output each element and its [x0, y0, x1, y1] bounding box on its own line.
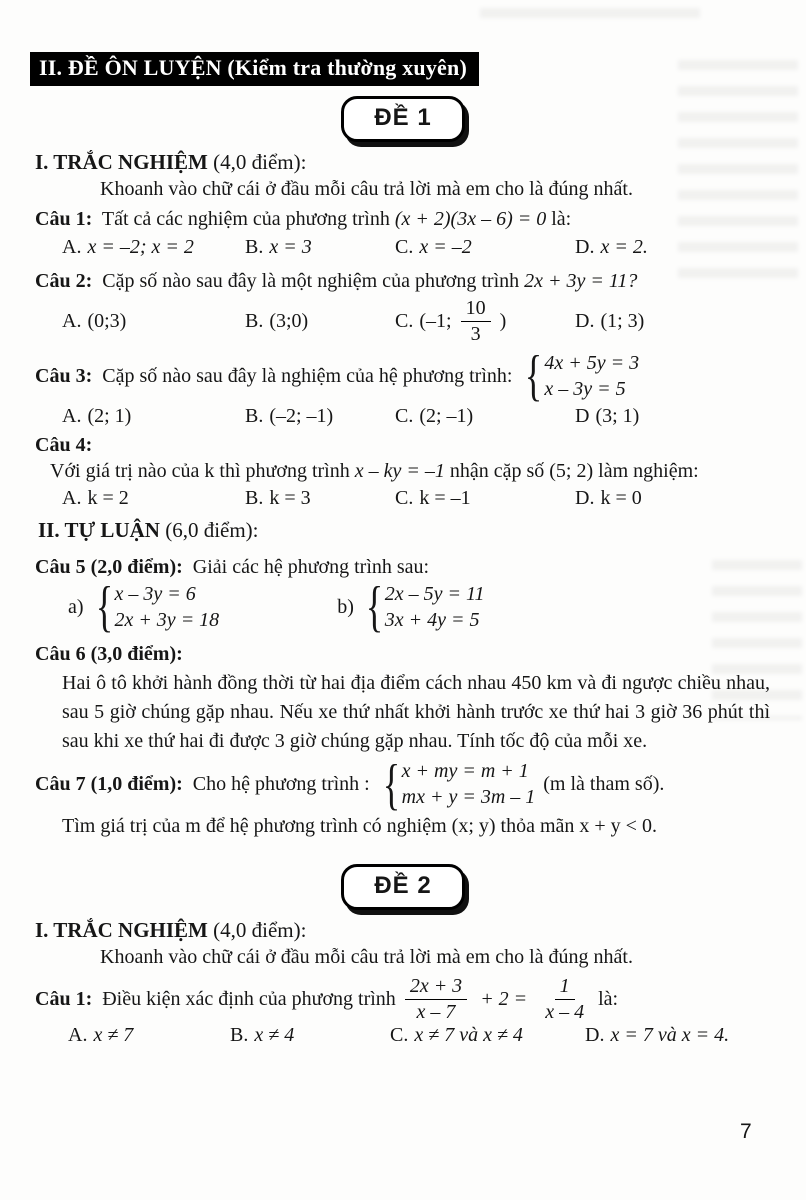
option-b [245, 405, 395, 428]
brace-icon: { [525, 345, 543, 407]
question-label: Câu 1: [35, 988, 93, 1011]
section-trac-nghiem-de2 [35, 918, 806, 943]
question-text: Cặp số nào sau đây là nghiệm của hệ phương trình: [102, 364, 513, 387]
fraction-2 [540, 975, 589, 1024]
equation-system [378, 753, 536, 816]
section-points: (4,0 điểm): [213, 918, 307, 943]
system-line-2: 2x + 3y = 18 [114, 609, 220, 632]
question-6-label: Câu 6 (3,0 điểm): [35, 642, 183, 665]
system-line-2: x – 3y = 5 [544, 377, 626, 400]
system-line-1: 2x – 5y = 11 [384, 583, 485, 606]
system-a [68, 576, 220, 639]
part-label: b) [337, 596, 354, 619]
question-text: Cặp số nào sau đây là một nghiệm của phương trình [102, 270, 520, 292]
brace-icon: { [95, 576, 113, 639]
option-a [62, 236, 245, 259]
option-d [575, 405, 806, 428]
q2-options-row [62, 293, 806, 349]
exam-badge-de1: ĐỀ 1 [341, 96, 464, 142]
option-value: x = 2. [600, 236, 648, 258]
option-letter: C. [390, 1024, 409, 1047]
question-6-text: Hai ô tô khởi hành đồng thời từ hai địa điểm cách nhau 450 km và đi ngược chiều nhau, sau 5 giờ chúng gặp nhau. Nếu xe thứ nhất khởi hành trước xe thứ hai 3 giờ 36 phút thì sau khi xe thứ hai đi được 3 giờ chúng gặp nhau. Tính tốc độ của mỗi xe. [62, 671, 770, 752]
part-label: a) [68, 596, 84, 619]
option-value: x ≠ 4 [254, 1024, 295, 1047]
option-letter: C. [395, 487, 414, 510]
option-letter: B. [230, 1024, 249, 1047]
question-text-wrap [35, 988, 396, 1011]
fraction-denominator: 3 [470, 322, 481, 345]
system-line-1: x + my = m + 1 [401, 760, 529, 783]
fraction-numerator: 1 [555, 975, 575, 1000]
option-value-pre: (–1; [419, 309, 452, 332]
option-value: k = –1 [419, 487, 471, 510]
question-1-de1 [35, 208, 806, 231]
question-2-de1 [35, 270, 806, 293]
option-c [395, 487, 575, 510]
question-math: (x + 2)(3x – 6) = 0 [394, 208, 547, 230]
exam-badge-de2: ĐỀ 2 [341, 864, 464, 910]
q5-systems-row [68, 576, 806, 639]
option-d [585, 1024, 806, 1047]
option-letter: A. [68, 1024, 88, 1047]
section-trac-nghiem-de1 [35, 150, 806, 175]
question-7-text2: Tìm giá trị của m để hệ phương trình có nghiệm (x; y) thỏa mãn x + y < 0. [62, 815, 657, 838]
question-1-de2 [35, 975, 806, 1024]
option-value: (2; –1) [419, 405, 474, 428]
question-suffix: nhận cặp số (5; 2) làm nghiệm: [449, 460, 699, 483]
question-label: Câu 5 (2,0 điểm): [35, 556, 183, 579]
q3-options-row [62, 405, 806, 428]
question-text: Điều kiện xác định của phương trình [102, 988, 396, 1011]
system-line-2: mx + y = 3m – 1 [401, 786, 536, 809]
de2-q1-options-row [68, 1024, 806, 1047]
option-c [395, 405, 575, 428]
option-a [62, 405, 245, 428]
section-title: I. TRẮC NGHIỆM [35, 918, 208, 943]
question-text-wrap [35, 773, 370, 796]
question-math: x – ky = –1 [354, 460, 445, 483]
q1-options-row [62, 236, 806, 259]
option-b [245, 236, 395, 259]
q4-options-row [62, 487, 806, 510]
question-4-text [50, 460, 806, 483]
question-suffix: (m là tham số). [543, 773, 665, 796]
fraction-denominator: x – 7 [416, 1001, 456, 1024]
question-label: Câu 3: [35, 364, 93, 387]
question-label: Câu 2: [35, 270, 93, 292]
option-letter: B. [245, 236, 264, 258]
option-b [245, 310, 395, 333]
system-line-2: 3x + 4y = 5 [384, 609, 480, 632]
section-points: (4,0 điểm): [213, 150, 307, 174]
system-line-1: 4x + 5y = 3 [544, 351, 640, 374]
question-text-wrap [35, 365, 512, 388]
question-4-label: Câu 4: [35, 434, 93, 457]
instruction-de1: Khoanh vào chữ cái ở đầu mỗi câu trả lời mà em cho là đúng nhất. [100, 178, 633, 200]
section-title: I. TRẮC NGHIỆM [35, 150, 208, 174]
option-value: k = 3 [269, 487, 311, 510]
brace-icon: { [382, 753, 400, 816]
option-value: (3; 1) [595, 405, 640, 428]
section-tu-luan [38, 518, 806, 543]
system-b [337, 576, 485, 639]
option-b [245, 487, 395, 510]
section-points: (6,0 điểm): [165, 518, 259, 543]
equation-system [520, 345, 640, 407]
option-letter: C. [395, 309, 414, 332]
option-c [395, 297, 575, 346]
option-value: (3;0) [269, 309, 309, 332]
equation-system [91, 576, 220, 639]
option-value: x = –2; x = 2 [87, 236, 194, 258]
option-letter: B. [245, 405, 264, 428]
question-3-de1 [35, 345, 806, 407]
question-7 [35, 753, 806, 816]
question-text: Giải các hệ phương trình sau: [192, 556, 430, 579]
option-letter: D. [575, 487, 595, 510]
option-letter: A. [62, 405, 82, 428]
question-text: Cho hệ phương trình : [192, 773, 370, 796]
question-5 [35, 556, 806, 579]
question-label: Câu 1: [35, 208, 93, 230]
instruction-de2: Khoanh vào chữ cái ở đầu mỗi câu trả lời mà em cho là đúng nhất. [100, 946, 633, 969]
option-letter: A. [62, 309, 82, 332]
option-value: x ≠ 7 và x ≠ 4 [414, 1024, 523, 1047]
option-value: x = 7 và x = 4. [610, 1024, 730, 1047]
equation-system [361, 576, 485, 639]
option-letter: C. [395, 236, 414, 258]
option-letter: A. [62, 236, 82, 258]
brace-icon: { [365, 576, 384, 639]
question-math: 2x + 3y = 11? [524, 270, 638, 292]
section-title: II. TỰ LUẬN [38, 518, 160, 543]
option-letter: C. [395, 405, 414, 428]
question-text: Với giá trị nào của k thì phương trình [50, 460, 350, 483]
scan-bleed-artifact [480, 8, 700, 34]
page-number: 7 [740, 1120, 752, 1143]
question-text: Tất cả các nghiệm của phương trình [101, 208, 390, 230]
option-letter: D [575, 405, 590, 428]
option-c [390, 1024, 585, 1047]
option-a [68, 1024, 230, 1047]
option-value: x = 3 [269, 236, 312, 258]
option-d [575, 310, 806, 333]
option-letter: B. [245, 309, 264, 332]
option-value: (2; 1) [87, 405, 132, 428]
fraction [461, 297, 491, 346]
question-mid: + 2 = [480, 988, 528, 1011]
option-value: k = 0 [600, 487, 642, 510]
option-letter: A. [62, 487, 82, 510]
option-value: x = –2 [419, 236, 472, 258]
option-a [62, 487, 245, 510]
option-a [62, 310, 245, 333]
system-line-1: x – 3y = 6 [114, 583, 196, 606]
option-d [575, 487, 806, 510]
fraction-denominator: x – 4 [545, 1001, 585, 1024]
option-letter: D. [585, 1024, 605, 1047]
question-suffix: là: [598, 988, 619, 1011]
fraction-numerator: 10 [461, 297, 491, 322]
option-value: (1; 3) [600, 309, 645, 332]
option-c [395, 236, 575, 259]
question-suffix: là: [551, 208, 572, 230]
option-letter: D. [575, 309, 595, 332]
chapter-header-bar: II. ĐỀ ÔN LUYỆN (Kiểm tra thường xuyên) [30, 52, 479, 86]
option-value-post: ) [499, 309, 507, 332]
option-value: (0;3) [87, 309, 127, 332]
option-value: (–2; –1) [269, 405, 334, 428]
fraction-numerator: 2x + 3 [405, 975, 467, 1000]
option-letter: B. [245, 487, 264, 510]
option-b [230, 1024, 390, 1047]
question-label: Câu 7 (1,0 điểm): [35, 773, 183, 796]
option-d [575, 236, 806, 259]
fraction-1 [405, 975, 467, 1024]
option-value: x ≠ 7 [93, 1024, 134, 1047]
option-value: k = 2 [87, 487, 129, 510]
option-letter: D. [575, 236, 595, 258]
